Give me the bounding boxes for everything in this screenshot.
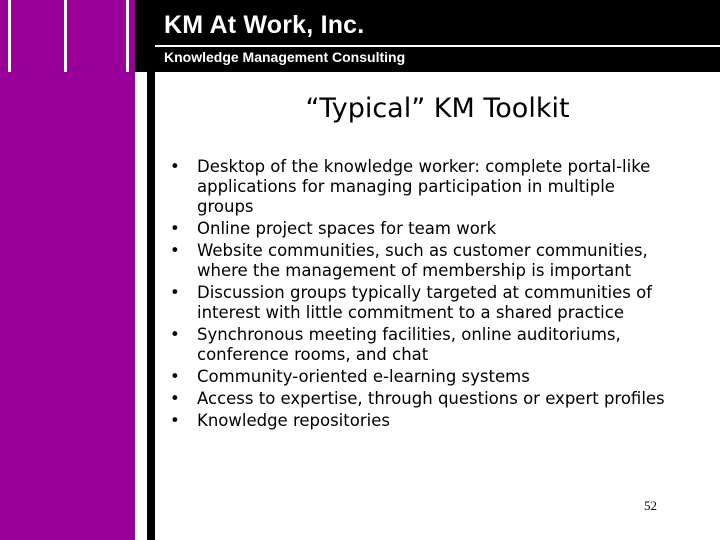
bullet-item xyxy=(170,241,670,281)
sidebar-white-band xyxy=(135,72,147,540)
bullet-text: Discussion groups typically targeted at communities of interest with little commitment to a shared practice xyxy=(197,283,653,322)
bullet-icon: • xyxy=(170,241,180,260)
bullet-text: Synchronous meeting facilities, online auditoriums, conference rooms, and chat xyxy=(197,325,621,364)
bullet-icon: • xyxy=(170,157,180,176)
decorative-stripe xyxy=(8,0,11,72)
decorative-stripe xyxy=(126,0,129,72)
header-banner xyxy=(0,0,720,72)
bullet-text: Community-oriented e-learning systems xyxy=(197,367,530,386)
bullet-icon: • xyxy=(170,411,180,430)
decorative-stripe xyxy=(64,0,67,72)
company-name: KM At Work, Inc. xyxy=(164,11,365,39)
bullet-item xyxy=(170,411,670,431)
brand-color-block xyxy=(0,0,135,72)
bullet-icon: • xyxy=(170,219,180,238)
bullet-item xyxy=(170,219,670,239)
banner-divider xyxy=(155,45,720,47)
bullet-icon: • xyxy=(170,367,180,386)
bullet-item xyxy=(170,157,670,217)
bullet-icon: • xyxy=(170,283,180,302)
slide-title: “Typical” KM Toolkit xyxy=(305,93,570,124)
bullet-icon: • xyxy=(170,389,180,408)
sidebar-color-band xyxy=(0,72,135,540)
bullet-text: Online project spaces for team work xyxy=(197,219,497,238)
sidebar-black-band xyxy=(147,72,155,540)
bullet-icon: • xyxy=(170,325,180,344)
bullet-item xyxy=(170,367,670,387)
bullet-text: Website communities, such as customer communities, where the management of membership is important xyxy=(197,241,648,280)
bullet-item xyxy=(170,389,670,409)
bullet-text: Access to expertise, through questions or expert profiles xyxy=(197,389,665,408)
bullet-text: Desktop of the knowledge worker: complete portal-like applications for managing participation in multiple groups xyxy=(197,157,651,216)
page-number: 52 xyxy=(644,498,657,513)
bullet-item xyxy=(170,325,670,365)
company-tagline: Knowledge Management Consulting xyxy=(164,49,406,65)
bullet-item xyxy=(170,283,670,323)
bullet-list xyxy=(170,157,670,433)
bullet-text: Knowledge repositories xyxy=(197,411,390,430)
